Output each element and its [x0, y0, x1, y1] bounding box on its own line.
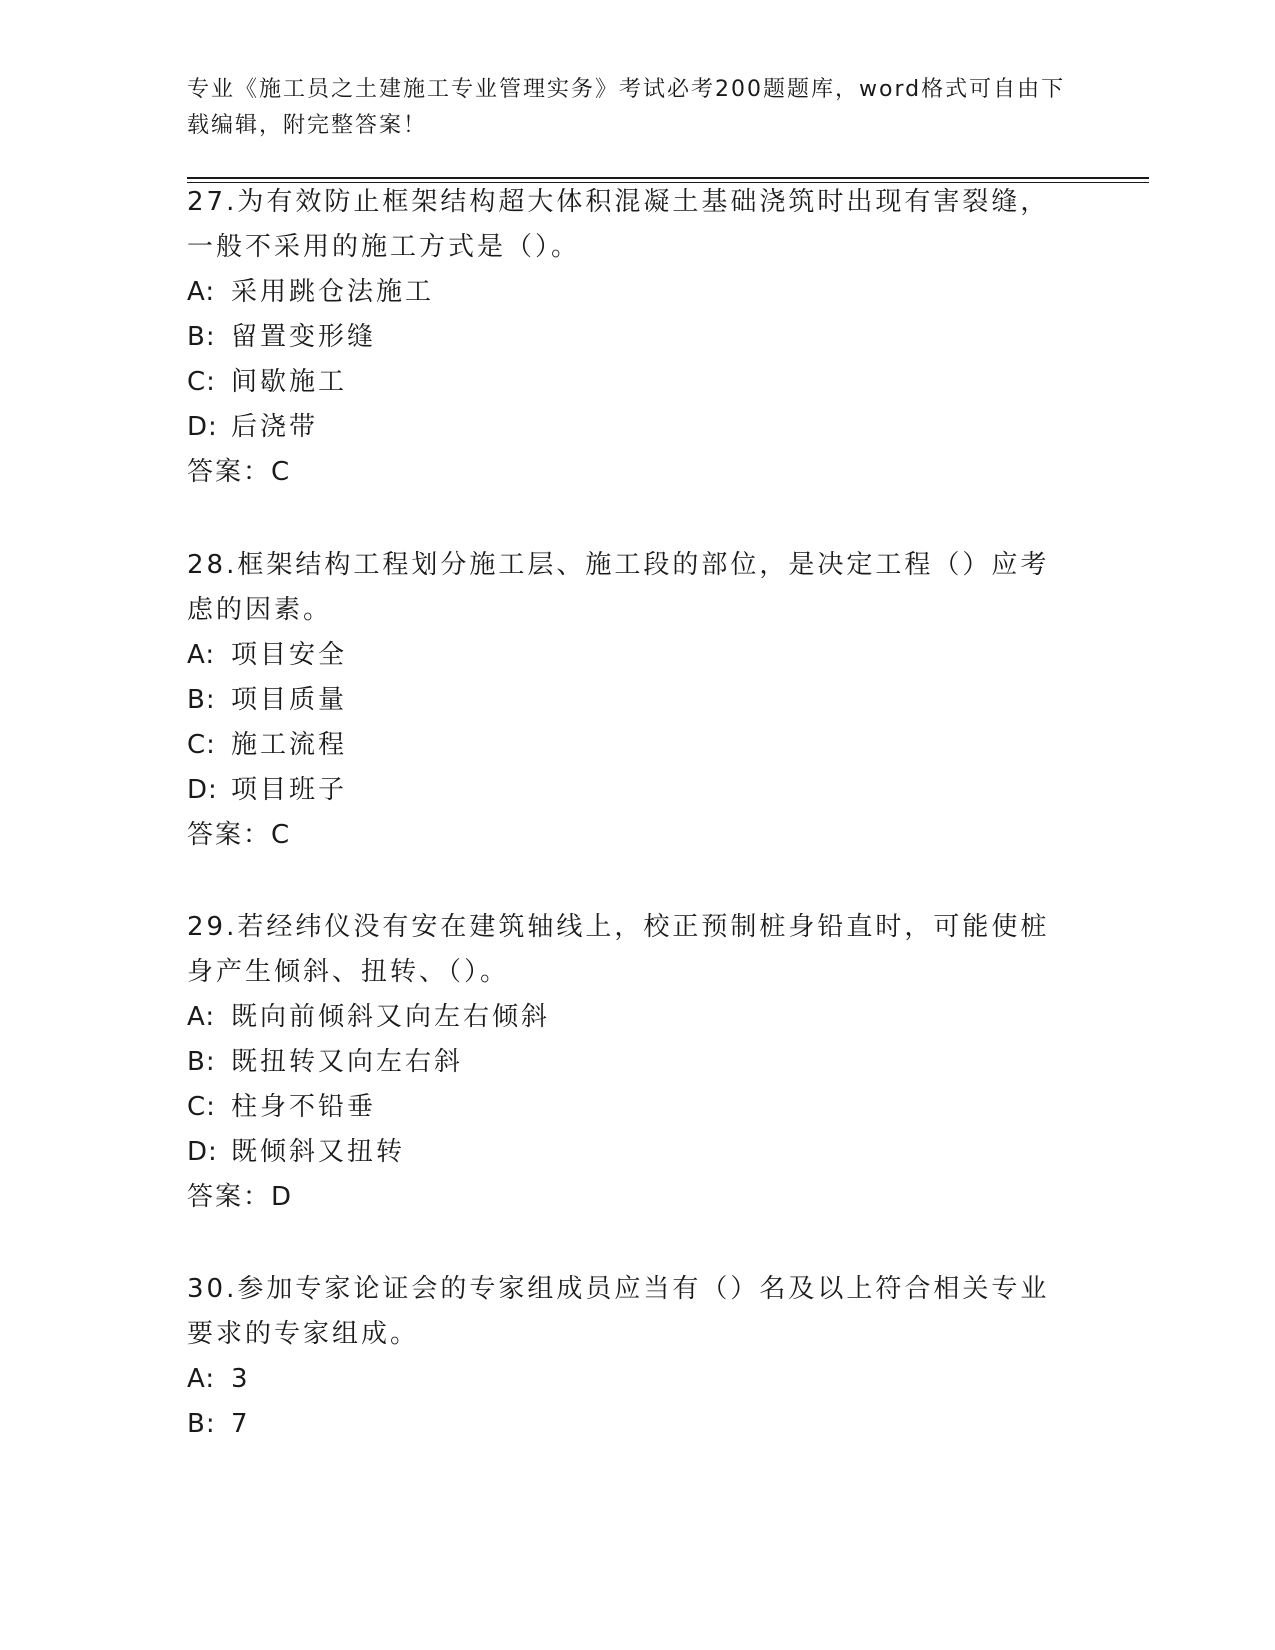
- option-text: 既倾斜又扭转: [231, 1137, 406, 1167]
- option-text: 既扭转又向左右斜: [231, 1047, 464, 1077]
- option-letter: B:: [187, 1047, 216, 1077]
- answer-value: D: [271, 1182, 295, 1212]
- answer-value: C: [271, 820, 293, 850]
- option-letter: A:: [187, 640, 216, 670]
- answer-line: [187, 1175, 1067, 1220]
- option-text: 项目安全: [231, 640, 348, 670]
- option-letter: D:: [187, 412, 218, 442]
- option-a: [187, 633, 1067, 678]
- option-letter: B:: [187, 322, 216, 352]
- option-text: 柱身不铅垂: [231, 1092, 377, 1122]
- option-letter: C:: [187, 367, 216, 397]
- option-text: 后浇带: [231, 412, 319, 442]
- question-28: [187, 543, 1067, 858]
- option-text: 3: [231, 1364, 251, 1394]
- option-letter: B:: [187, 1409, 216, 1439]
- answer-line: [187, 813, 1067, 858]
- option-letter: D:: [187, 775, 218, 805]
- option-a: [187, 1357, 1067, 1402]
- option-b: [187, 1402, 1067, 1447]
- question-text: 27.为有效防止框架结构超大体积混凝土基础浇筑时出现有害裂缝，一般不采用的施工方式是（）。: [187, 187, 1050, 262]
- question-text: 29.若经纬仪没有安在建筑轴线上，校正预制桩身铅直时，可能使桩身产生倾斜、扭转、（）。: [187, 912, 1050, 987]
- option-letter: A:: [187, 1002, 216, 1032]
- option-a: [187, 995, 1067, 1040]
- option-letter: A:: [187, 277, 216, 307]
- option-d: [187, 1130, 1067, 1175]
- question-text: 28.框架结构工程划分施工层、施工段的部位，是决定工程（）应考虑的因素。: [187, 550, 1050, 625]
- option-letter: C:: [187, 1092, 216, 1122]
- option-letter: B:: [187, 685, 216, 715]
- answer-label: 答案：: [187, 820, 272, 850]
- option-b: [187, 678, 1067, 723]
- option-text: 间歇施工: [231, 367, 348, 397]
- question-30: [187, 1267, 1067, 1447]
- question-29: [187, 905, 1067, 1220]
- option-text: 施工流程: [231, 730, 348, 760]
- answer-label: 答案：: [187, 1182, 272, 1212]
- option-text: 项目班子: [231, 775, 348, 805]
- option-text: 既向前倾斜又向左右倾斜: [231, 1002, 551, 1032]
- option-a: [187, 270, 1067, 315]
- option-d: [187, 768, 1067, 813]
- option-b: [187, 1040, 1067, 1085]
- option-letter: C:: [187, 730, 216, 760]
- option-letter: D:: [187, 1137, 218, 1167]
- option-c: [187, 723, 1067, 768]
- option-text: 7: [231, 1409, 251, 1439]
- answer-line: [187, 450, 1067, 495]
- option-text: 留置变形缝: [231, 322, 377, 352]
- question-27: [187, 180, 1067, 495]
- option-c: [187, 1085, 1067, 1130]
- option-c: [187, 360, 1067, 405]
- option-letter: A:: [187, 1364, 216, 1394]
- option-d: [187, 405, 1067, 450]
- option-text: 项目质量: [231, 685, 348, 715]
- option-text: 采用跳仓法施工: [231, 277, 435, 307]
- document-header: 专业《施工员之土建施工专业管理实务》考试必考200题题库，word格式可自由下载编辑，附完整答案！: [187, 77, 1066, 138]
- question-text: 30.参加专家论证会的专家组成员应当有（）名及以上符合相关专业要求的专家组成。: [187, 1274, 1050, 1349]
- answer-label: 答案：: [187, 457, 272, 487]
- answer-value: C: [271, 457, 293, 487]
- option-b: [187, 315, 1067, 360]
